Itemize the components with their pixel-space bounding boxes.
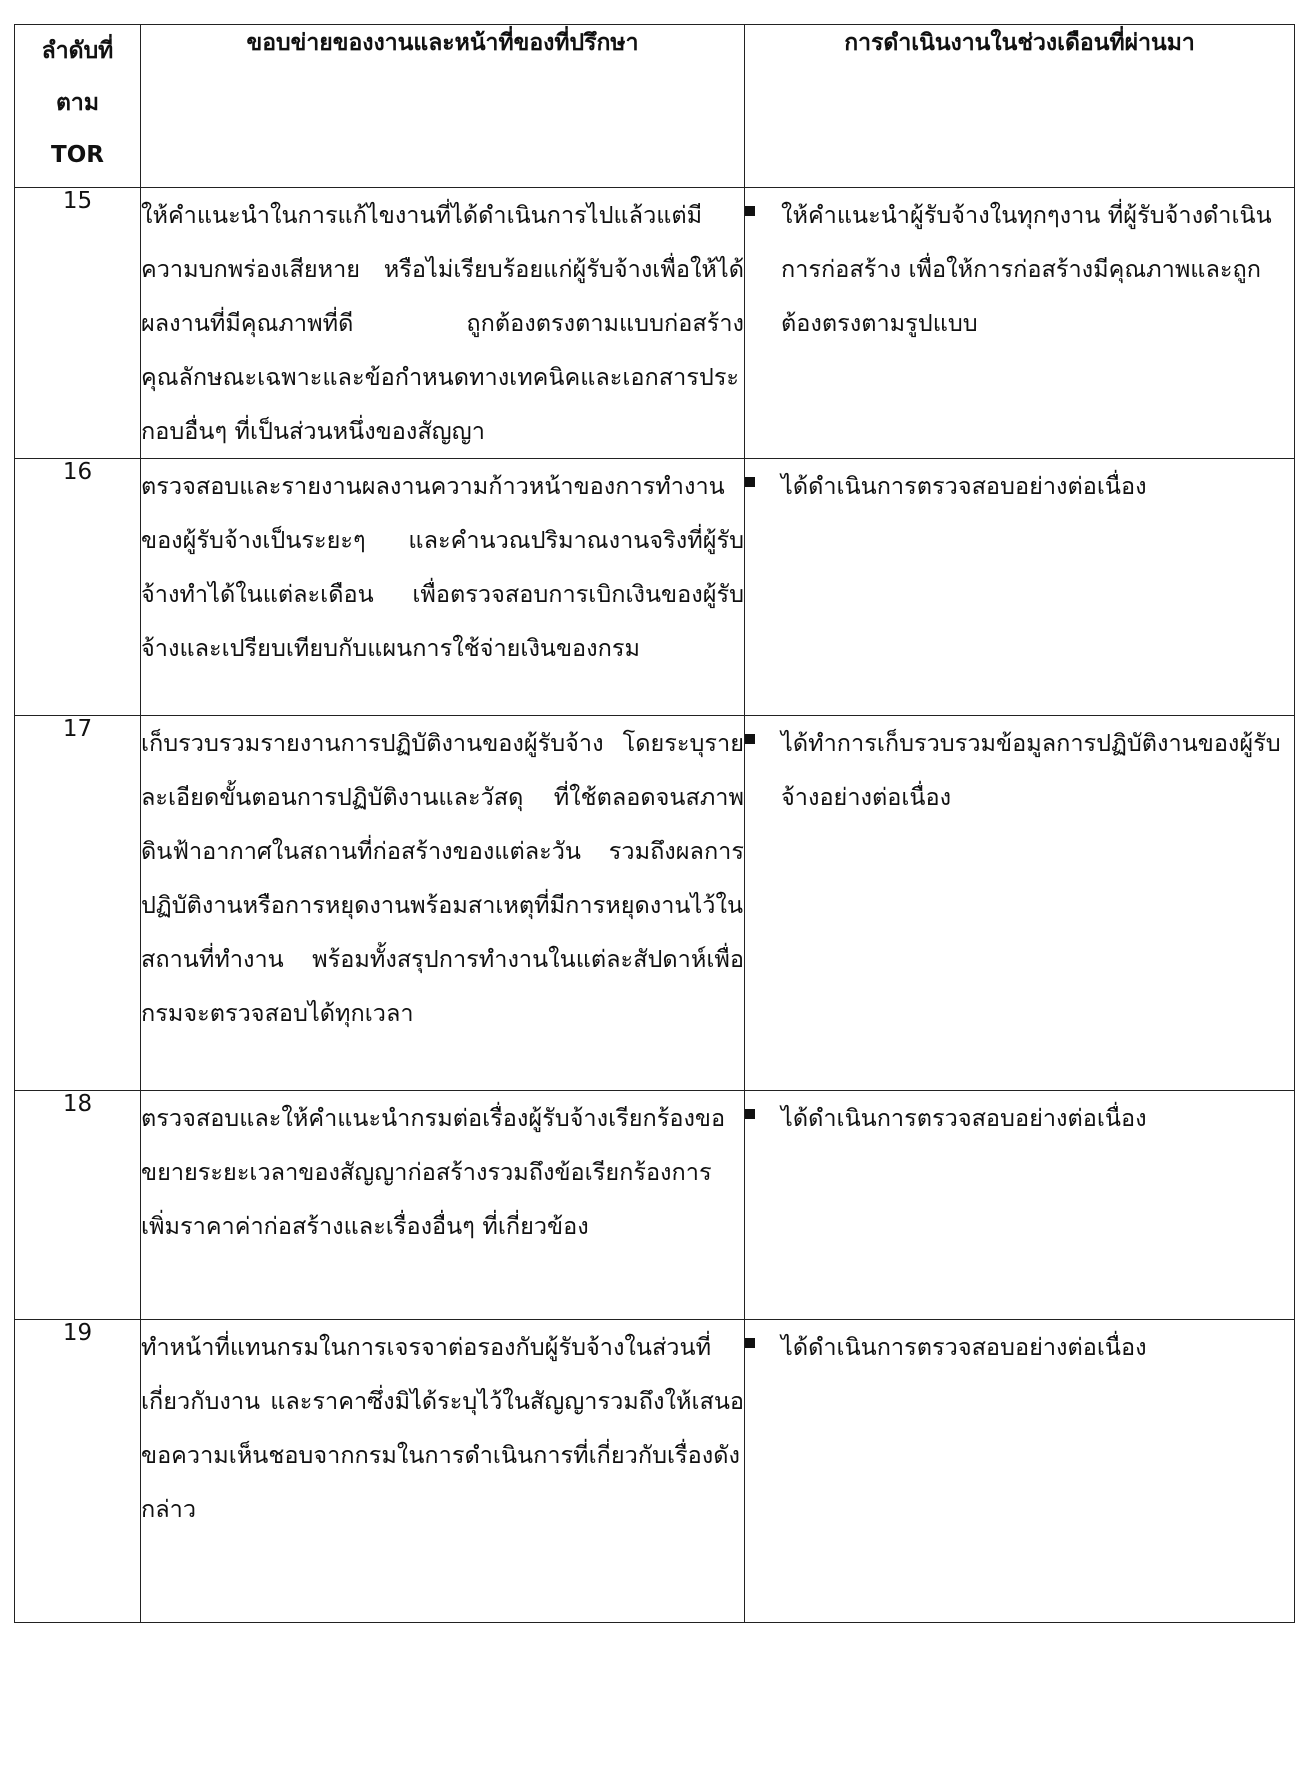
square-bullet-icon (745, 206, 755, 216)
table-row (15, 716, 1295, 1091)
table-row (15, 459, 1295, 716)
table-row (15, 188, 1295, 459)
row-work-cell (745, 188, 1295, 459)
work-bullet-item (745, 1091, 1294, 1145)
row-scope-text: เก็บรวบรวมรายงานการปฏิบัติงานของผู้รับจ้าง โดยระบุรายละเอียดขั้นตอนการปฏิบัติงานและวัสดุ ที่ใช้ตลอดจนสภาพดินฟ้าอากาศในสถานที่ก่อสร้างของแต่ละวัน รวมถึงผลการปฏิบัติงานหรือการหยุดงานพร้อมสาเหตุที่มีการหยุดงานไว้ในสถานที่ทำงาน พร้อมทั้งสรุปการทำงานในแต่ละสัปดาห์เพื่อกรมจะตรวจสอบได้ทุกเวลา (141, 716, 745, 1091)
square-bullet-icon (745, 477, 755, 487)
row-scope-text: ให้คำแนะนำในการแก้ไขงานที่ได้ดำเนินการไปแล้วแต่มีความบกพร่องเสียหาย หรือไม่เรียบร้อยแก่ผู้รับจ้างเพื่อให้ได้ผลงานที่มีคุณภาพที่ดี ถูกต้องตรงตามแบบก่อสร้างคุณลักษณะเฉพาะและข้อกำหนดทางเทคนิคและเอกสารประกอบอื่นๆ ที่เป็นส่วนหนึ่งของสัญญา (141, 188, 745, 459)
row-scope-text: ตรวจสอบและรายงานผลงานความก้าวหน้าของการทำงานของผู้รับจ้างเป็นระยะๆ และคำนวณปริมาณงานจริงที่ผู้รับจ้างทำได้ในแต่ละเดือน เพื่อตรวจสอบการเบิกเงินของผู้รับจ้างและเปรียบเทียบกับแผนการใช้จ่ายเงินของกรม (141, 459, 745, 716)
table-header-row (15, 25, 1295, 188)
row-work-cell (745, 1091, 1295, 1320)
row-number: 19 (15, 1320, 141, 1623)
table-row (15, 1320, 1295, 1623)
table-row (15, 1091, 1295, 1320)
row-number: 18 (15, 1091, 141, 1320)
header-no-line2: ตาม (55, 90, 99, 116)
work-bullet-text: ได้ดำเนินการตรวจสอบอย่างต่อเนื่อง (781, 1333, 1147, 1361)
work-bullet-text: ได้ดำเนินการตรวจสอบอย่างต่อเนื่อง (781, 472, 1147, 500)
row-number: 15 (15, 188, 141, 459)
square-bullet-icon (745, 734, 755, 744)
square-bullet-icon (745, 1109, 755, 1119)
work-bullet-item (745, 716, 1294, 824)
row-scope-text: ตรวจสอบและให้คำแนะนำกรมต่อเรื่องผู้รับจ้างเรียกร้องขอขยายระยะเวลาของสัญญาก่อสร้างรวมถึงข้อเรียกร้องการเพิ่มราคาค่าก่อสร้างและเรื่องอื่นๆ ที่เกี่ยวข้อง (141, 1091, 745, 1320)
row-work-cell (745, 459, 1295, 716)
row-number: 16 (15, 459, 141, 716)
square-bullet-icon (745, 1338, 755, 1348)
header-scope: ขอบข่ายของงานและหน้าที่ของที่ปรึกษา (141, 25, 745, 188)
work-bullet-text: ได้ทำการเก็บรวบรวมข้อมูลการปฏิบัติงานของผู้รับจ้างอย่างต่อเนื่อง (781, 729, 1281, 811)
header-tor-number (15, 25, 141, 188)
row-number: 17 (15, 716, 141, 1091)
header-work-done: การดำเนินงานในช่วงเดือนที่ผ่านมา (745, 25, 1295, 188)
work-bullet-text: ให้คำแนะนำผู้รับจ้างในทุกๆงาน ที่ผู้รับจ้างดำเนินการก่อสร้าง เพื่อให้การก่อสร้างมีคุณภาพและถูกต้องตรงตามรูปแบบ (781, 201, 1272, 337)
row-scope-text: ทำหน้าที่แทนกรมในการเจรจาต่อรองกับผู้รับจ้างในส่วนที่เกี่ยวกับงาน และราคาซึ่งมิได้ระบุไว้ในสัญญารวมถึงให้เสนอขอความเห็นชอบจากกรมในการดำเนินการที่เกี่ยวกับเรื่องดังกล่าว (141, 1320, 745, 1623)
work-bullet-item (745, 1320, 1294, 1374)
row-work-cell (745, 1320, 1295, 1623)
tor-progress-table (14, 24, 1295, 1623)
work-bullet-item (745, 188, 1294, 350)
header-no-line1: ลำดับที่ (41, 38, 114, 64)
work-bullet-item (745, 459, 1294, 513)
header-no-line3: TOR (51, 142, 104, 168)
work-bullet-text: ได้ดำเนินการตรวจสอบอย่างต่อเนื่อง (781, 1104, 1147, 1132)
row-work-cell (745, 716, 1295, 1091)
